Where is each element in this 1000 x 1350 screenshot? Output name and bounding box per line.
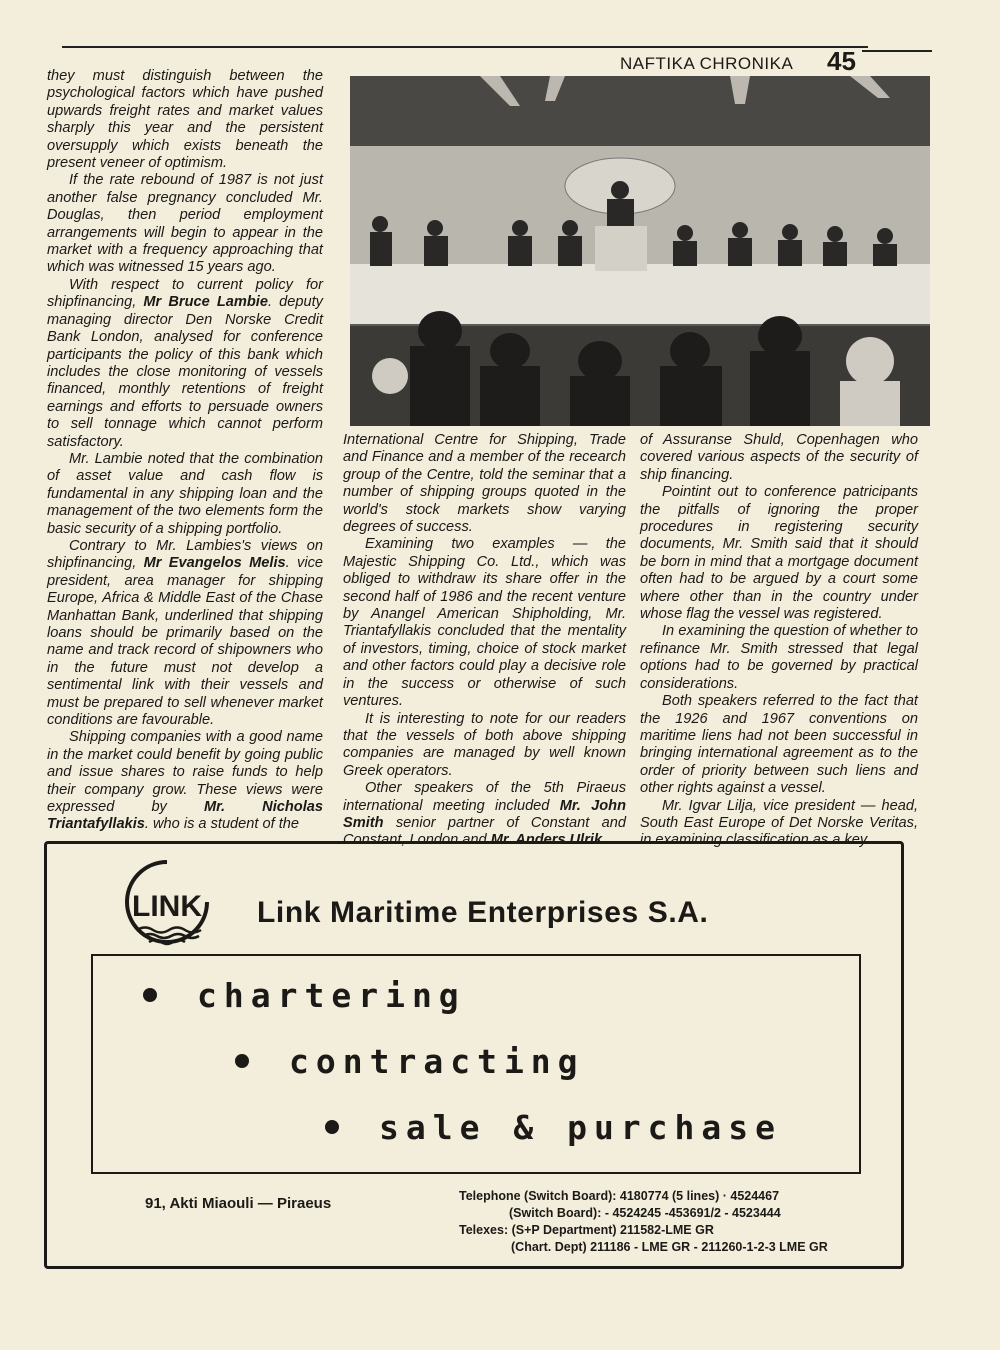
paragraph: of Assuranse Shuld, Copenhagen who covered various aspects of the security of ship financing. [640, 432, 918, 483]
speaker-name: Mr. Nicholas Triantafyllakis [47, 799, 324, 833]
page-number: 45 [827, 46, 856, 76]
service-item: contracting [235, 1042, 585, 1081]
advertisement [44, 841, 904, 1269]
bullet-icon [235, 1054, 249, 1068]
contact-details [459, 1188, 828, 1256]
publication-title: NAFTIKA CHRONIKA [620, 54, 794, 73]
services-box [91, 954, 861, 1174]
paragraph: they must distinguish between the psychological factors which have pushed upwards freight rates and market values sharply this year and the persistent oversupply which exists beneath the present veneer of optimism. [47, 68, 323, 172]
link-logo-icon [117, 856, 217, 948]
paragraph: Examining two examples — the Majestic Shipping Co. Ltd., which was obliged to withdraw its share offer in the second half of 1986 and the recent venture by Anangel American Shipholding, Mr. Triantafyllakis concluded that the mentality of investors, timing, choice of stock market and other factors could play a decisive role in the success or otherwise of such ventures. [343, 536, 626, 710]
speaker-name: Mr Bruce Lambie [143, 294, 268, 311]
bullet-icon [325, 1120, 339, 1134]
telephone-line: Telephone (Switch Board): 4180774 (5 lines) · 4524467 [459, 1189, 780, 1203]
telex-line: Telexes: (S+P Department) 211582-LME GR [459, 1223, 714, 1237]
telex-line: (Chart. Dept) 211186 - LME GR - 211260-1-2-3 LME GR [511, 1240, 828, 1254]
article-column-1 [47, 68, 323, 834]
header-rule-right [862, 50, 932, 52]
paragraph: Mr. Lambie noted that the combination of asset value and cash flow is fundamental in any shipping loan and the management of the two elements form the basic security of a shipping portfolio. [47, 450, 323, 537]
paragraph: With respect to current policy for shipfinancing, Mr Bruce Lambie. deputy managing director Den Norske Credit Bank London, analysed for conference participants the policy of this bank which includes the close monitoring of vessels financed, monthly retentions of freight earnings and efforts to persuade owners to sell tonnage which cannot perform satisfactory. [47, 276, 323, 450]
bullet-icon [143, 988, 157, 1002]
telephone-line: (Switch Board): - 4524245 -453691/2 - 4523444 [509, 1206, 781, 1220]
svg-text:LINK: LINK [132, 890, 202, 923]
speaker-name: Mr. Anders Ulrik [490, 832, 603, 849]
header-rule [62, 46, 868, 48]
paragraph: Shipping companies with a good name in the market could benefit by going public and issue shares to raise funds to help their company grow. These views were expressed by Mr. Nicholas Triantafyllakis. who is a student of the [47, 729, 324, 833]
paragraph: Mr. Igvar Lilja, vice president — head, South East Europe of Det Norske Veritas, in examining classification as a key [640, 797, 918, 849]
service-item: chartering [143, 976, 466, 1015]
service-item: sale & purchase [325, 1108, 782, 1147]
company-name: Link Maritime Enterprises S.A. [257, 896, 709, 929]
article-column-3 [640, 432, 918, 850]
paragraph: Pointint out to conference patricipants the pitfalls of ignoring the proper procedures in registering security documents, Mr. Smith said that it should be born in mind that a mortgage document often had to be argued by a court some where other than in the country under whose flag the vessel was registered. [640, 484, 918, 623]
paragraph: In examining the question of whether to refinance Mr. Smith stressed that legal options had to be governed by practical considerations. [640, 623, 918, 692]
conference-photo-image [350, 76, 930, 426]
speaker-name: Mr Evangelos Melis [143, 555, 286, 572]
paragraph: Other speakers of the 5th Piraeus international meeting included Mr. John Smith senior partner of Constant and Constant, London and Mr. Anders Ulrik [343, 780, 626, 849]
paragraph: If the rate rebound of 1987 is not just another false pregnancy concluded Mr. Douglas, then period employment arrangements will begin to appear in the market with a frequency approaching that which was witnessed 15 years ago. [47, 172, 323, 276]
speaker-name: Mr. John Smith [343, 797, 626, 831]
paragraph: Both speakers referred to the fact that the 1926 and 1967 conventions on maritime liens had not been successful in bringing international agreement as to the order of priority between such liens and other rights against a vessel. [640, 693, 918, 797]
paragraph: It is interesting to note for our readers that the vessels of both above shipping companies are managed by well known Greek operators. [343, 710, 626, 779]
article-column-2 [343, 432, 626, 850]
paragraph: Contrary to Mr. Lambies's views on shipfinancing, Mr Evangelos Melis. vice president, area manager for shipping Europe, Africa & Middle East of the Chase Manhattan Bank, underlined that shipping loans should be primarily based on the name and track record of shipowners who in the future must not develop a sentimental link with their vessels and must be prepared to sell whenever market conditions are favourable. [47, 537, 323, 729]
paragraph: International Centre for Shipping, Trade and Finance and a member of the recearch group of the Centre, told the seminar that a number of shipping groups quoted in the world's stock markets show varying degrees of success. [343, 432, 626, 536]
conference-photo [350, 76, 930, 426]
company-address: 91, Akti Miaouli — Piraeus [145, 1195, 332, 1212]
